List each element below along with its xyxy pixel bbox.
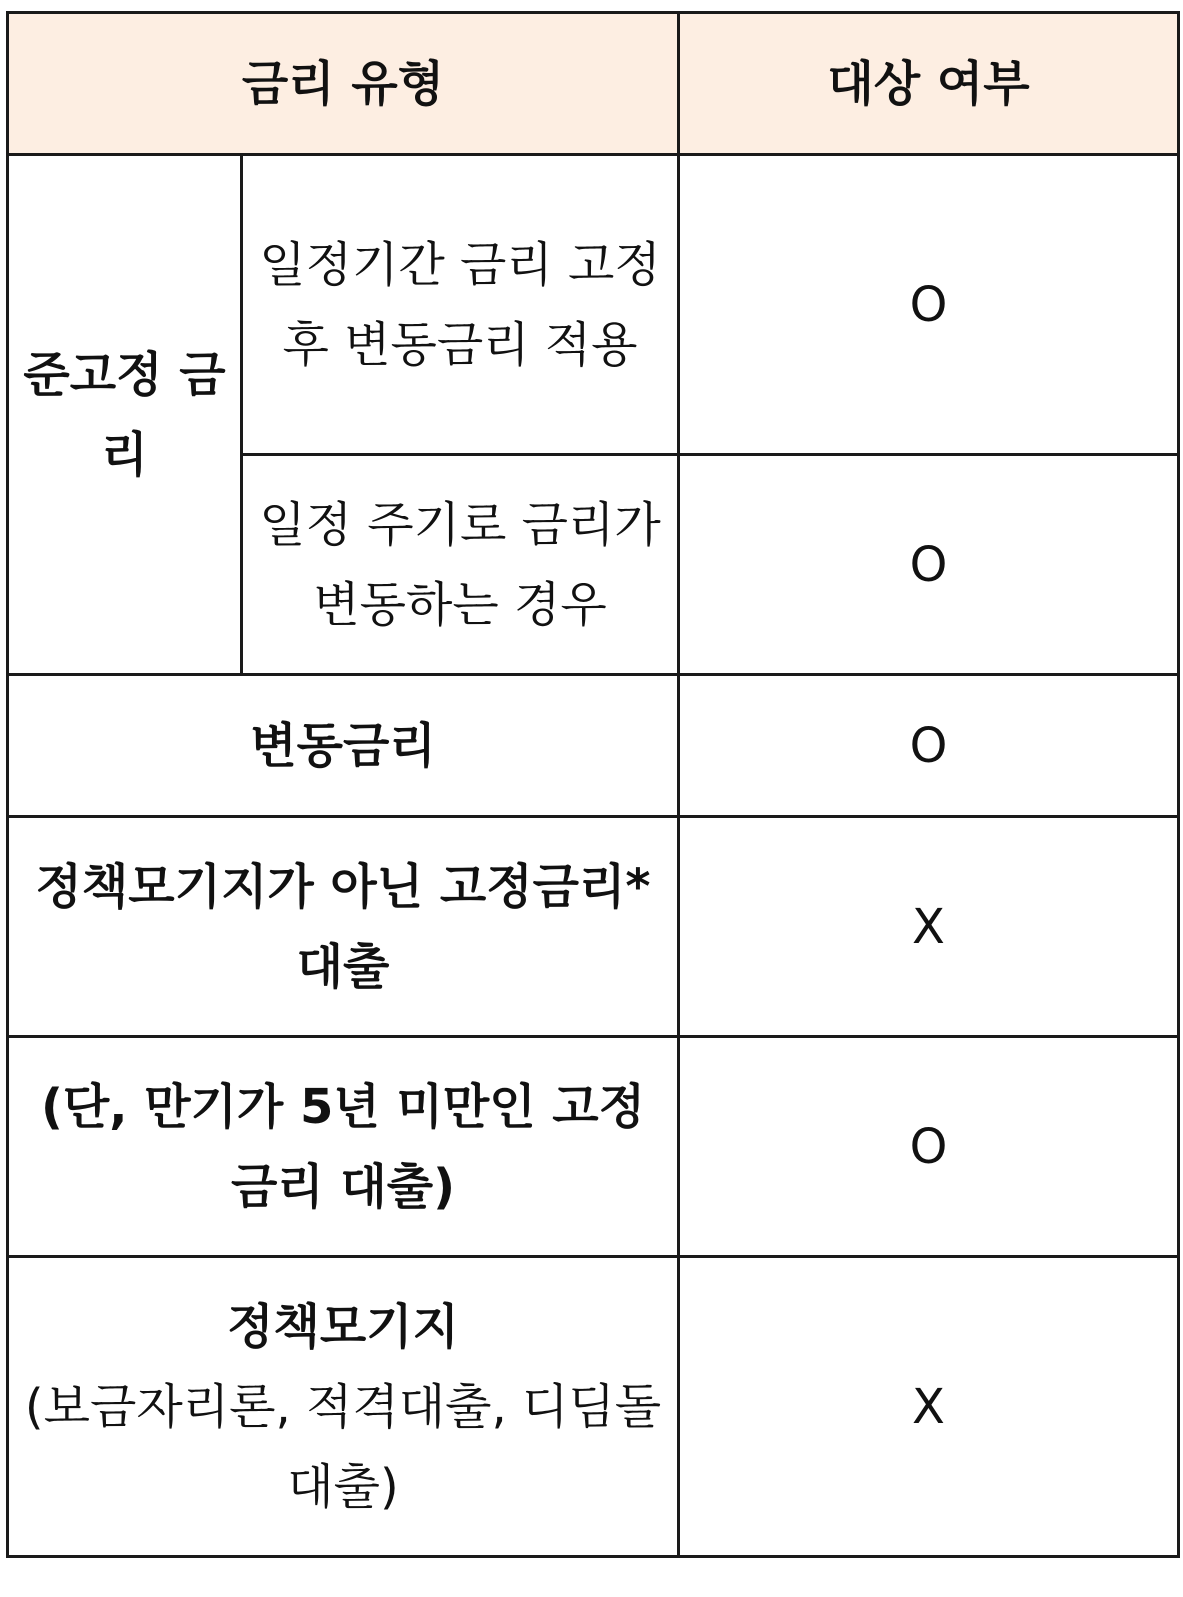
policy-mortgage-cell [8, 1257, 679, 1557]
header-row [8, 13, 1179, 155]
semi-fixed-eligibility-1: O [679, 155, 1179, 455]
variable-label: 변동금리 [8, 675, 679, 817]
policy-mortgage-sub-label: (보금자리론, 적격대출, 디딤돌대출) [24, 1378, 662, 1515]
semi-fixed-group-label: 준고정 금리 [8, 155, 242, 675]
short-fixed-eligibility: O [679, 1037, 1179, 1257]
variable-row [8, 675, 1179, 817]
semi-fixed-row-1 [8, 155, 1179, 455]
short-fixed-row [8, 1037, 1179, 1257]
variable-eligibility: O [679, 675, 1179, 817]
policy-mortgage-label: 정책모기지 [227, 1298, 459, 1355]
fixed-non-policy-label: 정책모기지가 아닌 고정금리* 대출 [8, 817, 679, 1037]
short-fixed-label: (단, 만기가 5년 미만인 고정금리 대출) [8, 1037, 679, 1257]
fixed-non-policy-row [8, 817, 1179, 1037]
policy-mortgage-row [8, 1257, 1179, 1557]
header-rate-type: 금리 유형 [8, 13, 679, 155]
loan-rate-eligibility-table [6, 11, 1180, 1558]
semi-fixed-desc-2: 일정 주기로 금리가 변동하는 경우 [242, 455, 679, 675]
policy-mortgage-eligibility: X [679, 1257, 1179, 1557]
semi-fixed-desc-1: 일정기간 금리 고정 후 변동금리 적용 [242, 155, 679, 455]
semi-fixed-eligibility-2: O [679, 455, 1179, 675]
header-eligibility: 대상 여부 [679, 13, 1179, 155]
fixed-non-policy-eligibility: X [679, 817, 1179, 1037]
